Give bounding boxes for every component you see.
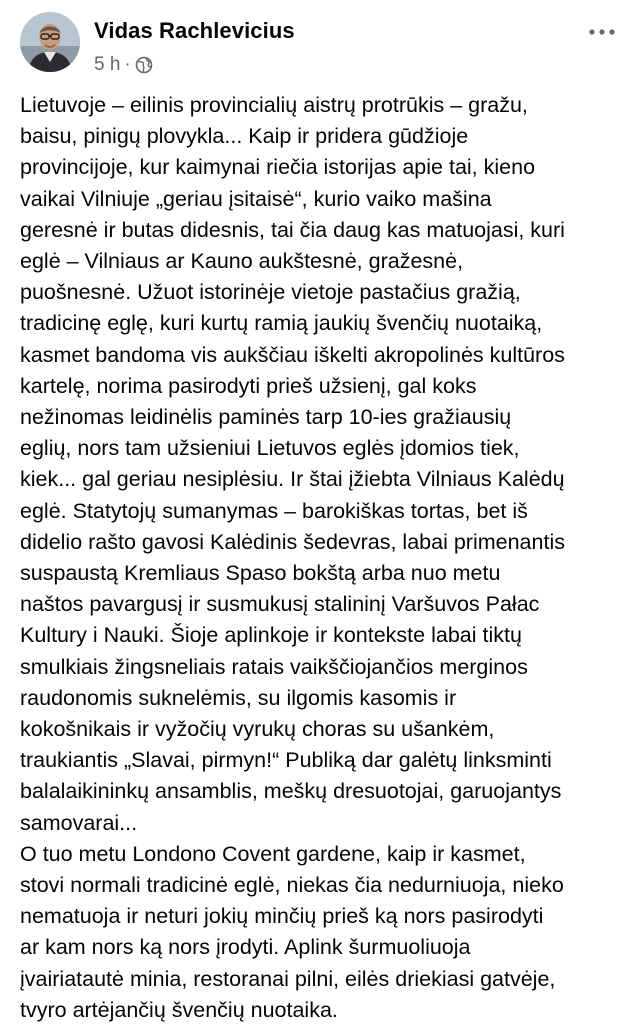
post-text-line: raudonomis suknelėmis, su ilgomis kasomis ir [20,685,457,710]
post-text-line: samovarai... [20,810,138,835]
post-text-line: Lietuvoje – eilinis provincialių aistrų protrūkis – gražu, [20,93,528,117]
post-text-line: ar kam nors ką nors įrodyti. Aplink šurmuoliuoja [20,935,471,960]
post-meta [94,54,153,76]
post-text-line: kasmet bandoma vis aukščiau iškelti akropolinės kultūros [20,342,565,367]
post-options-button[interactable] [586,18,618,46]
post-text-line: vaikai Vilniuje „geriau įsitaisė“, kurio vaiko mašina [20,186,492,211]
post-text-line: kokošnikais ir vyžočių vyrukų choras su ušankėm, [20,717,495,742]
post-text-line: nežinomas leidinėlis paminės tarp 10-ies gražiausių [20,405,512,430]
post-header [20,12,620,82]
post-text-line: eglių, nors tam užsieniui Lietuvos eglės įdomios tiek, [20,436,520,461]
meta-separator: · [124,54,131,75]
post-text-line: eglė. Statytojų sumanymas – barokiškas tortas, bet iš [20,498,528,523]
author-name[interactable]: Vidas Rachlevicius [94,18,295,43]
post-text-line: stovi normali tradicinė eglė, niekas čia nedurniuoja, nieko [20,873,564,898]
post-text-line: smulkiais žingsneliais ratais vaikščiojančios merginos [20,654,528,679]
post-text-line: kiek... gal geriau nesiplėsiu. Ir štai įžiebta Vilniaus Kalėdų [20,467,565,492]
profile-photo-icon [20,12,80,72]
post-text-line: tvyro artėjančių švenčių nuotaika. [20,997,338,1022]
post-text-line: įvairiatautė minia, restoranai pilni, eilės driekiasi gatvėje, [20,966,556,991]
post-text-line: O tuo metu Londono Covent gardene, kaip ir kasmet, [20,841,526,866]
post-timestamp[interactable]: 5 h [94,54,121,75]
post-text-line: Kultury i Nauki. Šioje aplinkoje ir kontekste labai tiktų [20,623,522,648]
post-text [20,90,626,1026]
globe-icon [135,56,153,74]
post-text-line: naštos pavargusį ir susmukusį stalininį Varšuvos Pałac [20,592,540,617]
post-text-line: nematuoja ir neturi jokių minčių prieš ką nors pasirodyti [20,904,544,929]
post-text-line: provincijoje, kur kaimynai riečia istorijas apie tai, kieno [20,155,536,180]
post-text-line: baisu, pinigų plovykla... Kaip ir pridera gūdžioje [20,124,469,149]
more-horizontal-icon [588,28,616,36]
post-text-line: didelio rašto gavosi Kalėdinis šedevras, labai primenantis [20,529,565,554]
post-text-line: tradicinę eglę, kuri kurtų ramią jaukių švenčių nuotaiką, [20,311,543,336]
post-text-line: eglė – Vilniaus ar Kauno aukštesnė, gražesnė, [20,249,464,274]
post-text-line: geresnė ir butas didesnis, tai čia daug kas matuojasi, kuri [20,217,565,242]
post-text-line: suspaustą Kremliaus Spaso bokštą arba nuo metu [20,561,501,586]
post-text-line: puošnesnė. Užuot istorinėje vietoje pastačius gražią, [20,280,521,305]
post-text-line: kartelę, norima pasirodyti prieš užsienį, gal koks [20,373,477,398]
post-text-line: balalaikininkų ansamblis, meškų dresuotojai, garuojantys [20,779,562,804]
avatar[interactable] [20,12,80,72]
post-text-line: traukiantis „Slavai, pirmyn!“ Publiką dar galėtų linksminti [20,748,552,773]
